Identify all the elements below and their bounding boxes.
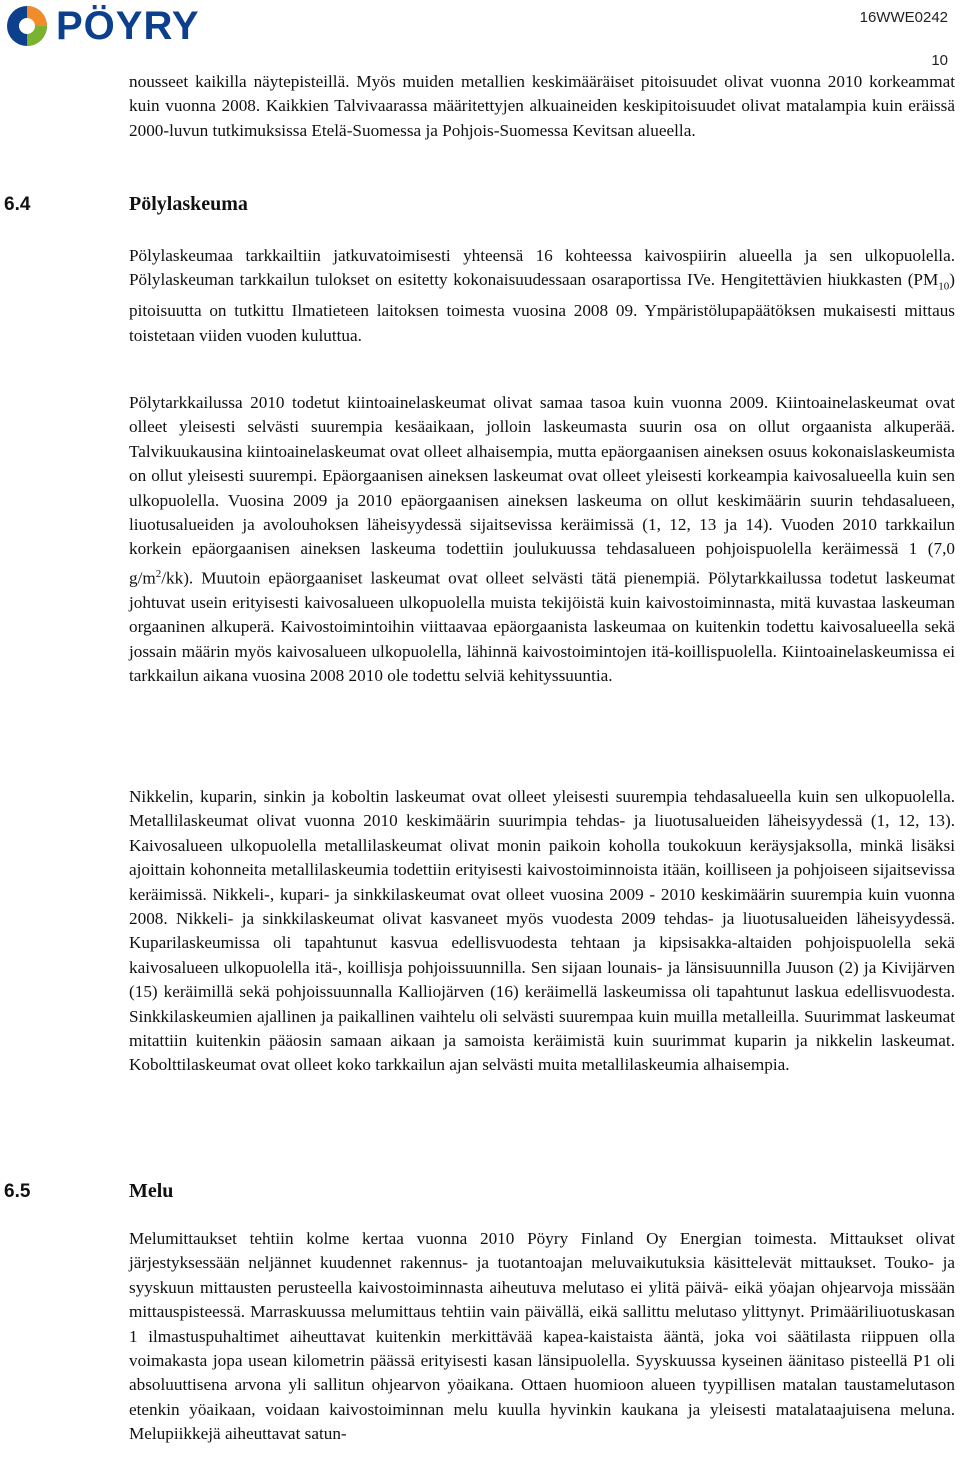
paragraph-text: Melumittaukset tehtiin kolme kertaa vuonna 2010 Pöyry Finland Oy Energian toimesta. Mittaukset olivat järjestyksessään neljännet kuudennet rakennus- ja tuotantoajan meluvaikutuksia käsittelevät mittaukset. Touko- ja syyskuun mittausten perusteella kaivostoiminnasta aiheutuva melutaso ei ylitä päivä- eikä yöajan ohjearvoja missään mittauspisteessä. Marraskuussa melumittaus tehtiin vain päivällä, eikä sallittu melutaso ylittynyt. Primääriliuotuskasan 1 ilmastuspuhaltimet aiheuttavat kuitenkin merkittävää kapea-kaistaista ääntä, joka voi säätilasta riippuen olla voimakasta jopa usean kilometrin päässä erityisesti kasan länsipuolella. Syyskuussa kyseinen äänitaso pisteellä P1 oli absoluuttisena arvona yli sallitun ohjearvon yöaikana. Ottaen huomioon alueen tyypillisen matalan taustamelutason etenkin yöaikaan, voidaan kaivostoiminnan melu kuulla hyvinkin kaukana ja yleisesti matalataajuisena meluna. Melupiikkejä aiheuttavat satun- bbox=[129, 1229, 955, 1444]
page-header bbox=[0, 0, 960, 69]
intro-paragraph bbox=[129, 70, 955, 143]
section-title: Melu bbox=[129, 1180, 174, 1202]
section-number: 6.4 bbox=[4, 194, 31, 215]
section-6-5-paragraph-1 bbox=[129, 1227, 955, 1447]
poyry-logo-mark-icon bbox=[4, 4, 50, 48]
paragraph-text: Nikkelin, kuparin, sinkin ja koboltin laskeumat ovat olleet yleisesti suurempia tehdasalueella kuin sen ulkopuolella. Metallilaskeumat olivat vuonna 2010 keskimäärin suurimpia tehdas- ja liuotusalueiden läheisyydessä (1, 12, 13). Kaivosalueen ulkopuolella metallilaskeumat olivat monin paikoin koholla toukokuun keräysjaksolla, minkä lisäksi ajoittain kohonneita metallilaskeumia todettiin erityisesti kaivostoiminnoista itään, koilliseen ja pohjoiseen sijaitsevissa keräimissä. Nikkeli-, kupari- ja sinkkilaskeumat ovat olleet vuosina 2009 - 2010 keskimäärin suurempia kuin vuonna 2008. Nikkeli- ja sinkkilaskeumat olivat kasvaneet myös vuodesta 2009 tehdas- ja liuotusalueiden läheisyydessä. Kuparilaskeumissa oli tapahtunut kasvua edellisvuodesta tehtaan ja kipsisakka-altaiden pohjoispuolella sekä kaivosalueen ulkopuolella itä-, koillisja pohjoissuunnilla. Sen sijaan lounais- ja länsisuunnilla Juuson (2) ja Kivijärven (15) keräimillä sekä pohjoissuunnalla Kalliojärven (16) keräimellä laskeumissa oli tapahtunut laskua edellisvuodesta. Sinkkilaskeumien ajallinen ja paikallinen vaihtelu oli selvästi suurempaa kuin muilla metalleilla. Suurimmat laskeumat mitattiin kuitenkin pääosin samaan aikaan ja samoista keräimistä kuin suurimmat kuparin ja nikkelin laskeumat. Kobolttilaskeumat ovat olleet koko tarkkailun ajan selvästi muita metallilaskeumia alhaisempia. bbox=[129, 787, 955, 1075]
section-title: Pölylaskeuma bbox=[129, 193, 248, 215]
paragraph-text: /kk). Muutoin epäorgaaniset laskeumat ovat olleet selvästi tätä pienempiä. Pölytarkkailussa todetut laskeumat johtuvat usein erityisesti kaivosalueen ulkopuolella muista tekijöistä kuin kaivostoiminnasta, mitä kuvastaa laskeuman orgaaninen alkuperä. Kaivostoimintoihin viittaavaa epäorgaanista laskeumaa on kuitenkin todettu kaivosalueella sekä jossain määrin myös kaivosalueen ulkopuolella, lähinnä kaivostoimintojen itä-koillispuolella. Kiintoainelaskeumissa ei tarkkailun aikana vuosina 2008 2010 ole todettu selviä kehityssuuntia. bbox=[129, 568, 955, 686]
section-6-4-paragraph-3 bbox=[129, 785, 955, 1078]
superscript: 2 bbox=[155, 567, 162, 580]
intro-text: nousseet kaikilla näytepisteillä. Myös muiden metallien keskimääräiset pitoisuudet olivat vuonna 2010 korkeammat kuin vuonna 2008. Kaikkien Talvivaarassa määritettyjen alkuaineiden keskipitoisuudet olivat matalampia kuin eräissä 2000-luvun tutkimuksissa Etelä-Suomessa ja Pohjois-Suomessa Kevitsan alueella. bbox=[129, 72, 955, 140]
paragraph-text: Pölylaskeumaa tarkkailtiin jatkuvatoimisesti yhteensä 16 kohteessa kaivospiirin alueella ja sen ulkopuolella. Pölylaskeuman tarkkailun tulokset on esitetty kokonaisuudessaan osaraportissa IVe. Hengitettävien hiukkasten (PM bbox=[129, 246, 955, 290]
logo-wordmark: PÖYRY bbox=[56, 4, 200, 48]
section-heading-6-5 bbox=[4, 1180, 173, 1203]
paragraph-text: Pölytarkkailussa 2010 todetut kiintoainelaskeumat olivat samaa tasoa kuin vuonna 2009. Kiintoainelaskeumat ovat olleet yleisesti selvästi suurempia kesäaikaan, jolloin laskeumasta suurin osa on ollut orgaanista alkuperää. Talvikuukausina kiintoainelaskeumat ovat olleet alhaisempia, mutta epäorgaanisen aineksen osuus kokonaislaskeumista on ollut yleisesti suurempi. Epäorgaanisen aineksen laskeumat ovat olleet yleisesti korkeampia kaivosalueella kuin sen ulkopuolella. Vuosina 2009 ja 2010 epäorgaanisen aineksen laskeuma on ollut keskimäärin suurin tehdasalueen, liuotusalueiden ja avolouhoksen läheisyydessä sijaitsevissa keräimissä (1, 12, 13 ja 14). Vuoden 2010 tarkkailun korkein epäorgaanisen aineksen laskeuma todettiin joulukuussa tehdasalueen pohjoispuolella keräimessä 1 (7,0 g/m bbox=[129, 393, 955, 588]
poyry-logo bbox=[4, 4, 200, 48]
paragraph-text: ) pitoisuutta on tutkittu Ilmatieteen laitoksen toimesta vuosina 2008 09. Ympäristölupapäätöksen mukaisesti mittaus toistetaan viiden vuoden kuluttua. bbox=[129, 270, 955, 345]
section-6-4-paragraph-1 bbox=[129, 244, 955, 348]
section-heading-6-4 bbox=[4, 193, 248, 216]
page-number: 10 bbox=[931, 52, 948, 69]
subscript: 10 bbox=[938, 280, 950, 293]
section-6-4-paragraph-2 bbox=[129, 391, 955, 689]
document-code: 16WWE0242 bbox=[859, 9, 948, 26]
section-number: 6.5 bbox=[4, 1181, 31, 1202]
